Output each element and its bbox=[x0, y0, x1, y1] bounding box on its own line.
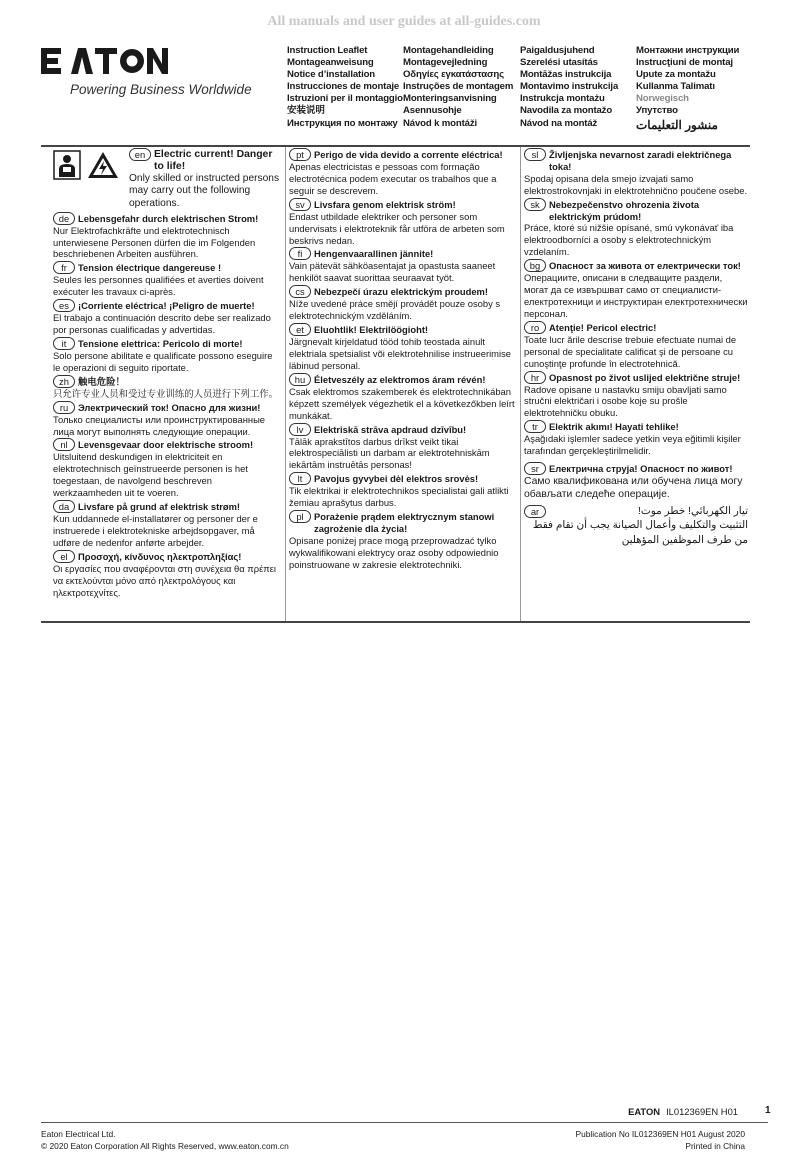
warning-fr bbox=[53, 262, 281, 298]
warning-text: Οι εργασίες που αναφέρονται στη συνέχεια θα πρέπει να εκτελούνται μόνο από ηλεκτρολόγους και ηλεκτροτεχνίτες. bbox=[53, 562, 276, 598]
eaton-logo-block bbox=[41, 44, 252, 97]
language-code: en bbox=[129, 148, 151, 161]
language-code: et bbox=[289, 323, 311, 336]
warning-title: Pavojus gyvybei dėl elektros srovės! bbox=[314, 473, 479, 485]
warning-text: Apenas electricistas e pessoas com formação electrotécnica podem executar os trabalhos que a seguir se descrevem. bbox=[289, 161, 497, 196]
warning-sl bbox=[524, 149, 748, 197]
warning-title: Электрический ток! Опасно для жизни! bbox=[78, 401, 261, 413]
title-item: Návod na montáž bbox=[520, 117, 598, 129]
language-code: es bbox=[53, 299, 75, 312]
title-item: Asennusohje bbox=[403, 105, 462, 117]
company-name: Eaton Electrical Ltd. bbox=[41, 1129, 116, 1139]
warning-title: Nebezpečenstvo ohrozenia života elektrickým prúdom! bbox=[549, 198, 700, 222]
eaton-logo bbox=[41, 44, 169, 78]
title-item: Instruction Leaflet bbox=[287, 45, 368, 56]
warning-text: Radove opisane u nastavku smiju obavljati samo stručni električari i osobe koje su prošle elektrotehničku obuku. bbox=[524, 383, 727, 419]
title-item: 安装说明 bbox=[287, 105, 325, 117]
warning-sv bbox=[289, 199, 515, 247]
warning-en bbox=[53, 149, 281, 211]
title-item: Instrucciones de montaje bbox=[287, 81, 400, 93]
language-code: fi bbox=[289, 247, 311, 260]
warning-text: Операциите, описани в следващите раздели, могат да се извършват само от специалисти-електротехници и инструктиран електротехнически персонал. bbox=[524, 272, 748, 319]
title-item: Kullanma Talimatı bbox=[636, 81, 715, 93]
language-code: zh bbox=[53, 375, 75, 388]
warning-text: Seules les personnes qualifiées et averties doivent exécuter les travaux ci-après. bbox=[53, 274, 264, 298]
warning-text: Tik elektrikai ir elektrotechnikos specialistai gali atlikti žemiau aprašytus darbus. bbox=[289, 485, 509, 509]
warning-text: Vain pätevät sähköasentajat ja opastusta saaneet henkilöt saavat suorittaa seuraavat työt. bbox=[289, 260, 496, 284]
electric-hazard-icon bbox=[87, 150, 119, 180]
column-divider bbox=[520, 147, 521, 621]
warning-title: Elektriskā strāva apdraud dzīvību! bbox=[314, 423, 467, 435]
footer-brand: EATON bbox=[628, 1106, 661, 1117]
warning-zh bbox=[53, 376, 281, 400]
language-code: sl bbox=[524, 148, 546, 161]
title-item: Упутство bbox=[636, 105, 678, 117]
title-item: Szerelési utasítás bbox=[520, 57, 598, 69]
warning-ro bbox=[524, 322, 748, 370]
warning-text: Nur Elektrofachkräfte und elektrotechnisch unterwiesene Personen dürfen die im Folgenden beschriebenen Arbeiten ausführen. bbox=[53, 224, 256, 260]
titles-column-2 bbox=[403, 45, 513, 130]
title-item: Notice d’installation bbox=[287, 69, 376, 81]
warning-text: Only skilled or instructed persons may carry out the following operations. bbox=[129, 172, 280, 209]
warning-ar bbox=[524, 506, 748, 548]
footer-rule bbox=[41, 1122, 768, 1123]
title-item: Инструкция по монтажу bbox=[287, 117, 398, 129]
warning-title: Eluohtlik! Elektrilöögioht! bbox=[314, 324, 429, 336]
warning-hu bbox=[289, 374, 515, 422]
title-item: Paigaldusjuhend bbox=[520, 45, 595, 56]
footer-left bbox=[41, 1128, 289, 1152]
language-code: da bbox=[53, 500, 75, 513]
footer-right bbox=[576, 1128, 745, 1152]
warning-text: El trabajo a continuación descrito debe ser realizado por personas cualificadas y advertidas. bbox=[53, 312, 271, 336]
title-item: Navodila za montažo bbox=[520, 105, 613, 117]
warning-title: 触电危险！ bbox=[78, 375, 125, 387]
title-item: Montāžas instrukcija bbox=[520, 69, 612, 81]
title-item: Návod k montáži bbox=[403, 117, 477, 129]
warning-da bbox=[53, 501, 281, 549]
brand-tagline: Powering Business Worldwide bbox=[70, 82, 252, 97]
titles-column-4 bbox=[636, 45, 739, 131]
warning-icons bbox=[53, 150, 127, 180]
language-code: tr bbox=[524, 420, 546, 433]
warning-title: Elektrik akımı! Hayati tehlike! bbox=[549, 421, 679, 433]
warning-title: Opasnost po život uslijed električne struje! bbox=[549, 371, 741, 383]
language-code: hu bbox=[289, 373, 311, 386]
warning-title: Livsfara genom elektrisk ström! bbox=[314, 198, 456, 210]
warnings-column-2 bbox=[289, 149, 515, 573]
warning-title: Tension électrique dangereuse ! bbox=[78, 262, 222, 274]
warning-it bbox=[53, 338, 281, 374]
warning-text: 只允许专业人员和受过专业训练的人员进行下列工作。 bbox=[53, 387, 279, 399]
warning-text: Tālāk aprakstītos darbus drīkst veikt tikai elektrospeciālisti un darbam ar elektrotehniskām iekārtām instruētās personas! bbox=[289, 435, 490, 471]
warning-title: Porażenie prądem elektrycznym stanowi zagrożenie dla życia! bbox=[314, 511, 495, 534]
document-id bbox=[628, 1106, 738, 1117]
warning-tr bbox=[524, 421, 748, 457]
language-code: el bbox=[53, 550, 75, 563]
warning-pt bbox=[289, 149, 515, 197]
warning-lt bbox=[289, 473, 515, 509]
warning-text: التثبيت والتكليف وأعمال الصيانة يجب أن تقام فقط من طرف الموظفين المؤهلين bbox=[532, 519, 748, 546]
language-code: de bbox=[53, 212, 75, 225]
title-item: Instrucţiuni de montaj bbox=[636, 57, 733, 69]
warning-title: Nebezpečí úrazu elektrickým proudem! bbox=[314, 286, 489, 298]
watermark-text: All manuals and user guides at all-guides.com bbox=[267, 14, 541, 29]
language-code: lv bbox=[289, 423, 311, 436]
language-code: sk bbox=[524, 198, 546, 211]
title-item: Upute za montažu bbox=[636, 69, 716, 81]
warning-nl bbox=[53, 439, 281, 499]
publication-number: Publication No IL012369EN H01 August 2020 bbox=[575, 1129, 745, 1139]
warning-title: Lebensgefahr durch elektrischen Strom! bbox=[78, 212, 259, 224]
warning-title: Опасност за живота от електрически ток! bbox=[549, 260, 741, 272]
warning-de bbox=[53, 213, 281, 261]
warning-title: Electric current! Danger to life! bbox=[154, 149, 273, 172]
title-item: Montagehandleiding bbox=[403, 45, 494, 56]
warning-text: Solo persone abilitate e qualificate possono eseguire le operazioni di seguito riportate. bbox=[53, 349, 273, 373]
warning-title: Προσοχή, κίνδυνος ηλεκτροπληξίας! bbox=[78, 550, 242, 562]
language-code: sv bbox=[289, 198, 311, 211]
title-item: Istruzioni per il montaggio bbox=[287, 93, 403, 105]
warning-text: Csak elektromos szakemberek és elektrotechnikában képzett személyek végezhetik el a következőkben leírt munkákat. bbox=[289, 385, 515, 421]
warning-cs bbox=[289, 286, 515, 322]
warning-hr bbox=[524, 372, 748, 420]
warning-title: Електрична струја! Опасност по живот! bbox=[549, 463, 733, 475]
footer-doc-id: IL012369EN H01 bbox=[666, 1106, 738, 1117]
language-code: bg bbox=[524, 259, 546, 272]
language-code: ru bbox=[53, 401, 75, 414]
title-item: Monteringsanvisning bbox=[403, 93, 497, 105]
warning-text: Endast utbildade elektriker och personer som undervisats i elektroteknik får utföra de arbeten som beskrivs nedan. bbox=[289, 210, 505, 246]
title-item: Montagevejledning bbox=[403, 57, 488, 69]
warning-el bbox=[53, 551, 281, 599]
warning-sr bbox=[524, 463, 748, 502]
warning-title: Življenjska nevarnost zaradi električnega toka! bbox=[549, 149, 732, 172]
warning-et bbox=[289, 324, 515, 372]
language-code: ar bbox=[524, 505, 546, 518]
warning-title: Tensione elettrica: Pericolo di morte! bbox=[78, 337, 243, 349]
warning-text: Spodaj opisana dela smejo izvajati samo elektrostrokovnjaki in elektrotehnično poučene osebe. bbox=[524, 172, 748, 196]
language-code: fr bbox=[53, 261, 75, 274]
qualified-person-icon bbox=[53, 150, 81, 180]
warning-text: Само квалификована или обучена лица могу обављати следеће операције. bbox=[524, 476, 743, 501]
title-item: Монтажни инструкции bbox=[636, 45, 740, 56]
warning-text: Opisane poniżej prace mogą przeprowadzać tylko wykwalifikowani elektrycy oraz osoby odpowiednio poinstruowane w zakresie elektrotechniki. bbox=[289, 534, 499, 570]
copyright-text: © 2020 Eaton Corporation All Rights Reserved, www.eaton.com.cn bbox=[41, 1141, 289, 1151]
titles-column-1 bbox=[287, 45, 403, 130]
title-item: Montavimo instrukcija bbox=[520, 81, 619, 93]
title-item: Instruções de montagem bbox=[403, 81, 514, 93]
warning-text: Järgnevalt kirjeldatud tööd tohib teostada ainult elektriala spetsialist või elektrotehnilise instrueerimise läbinud personal. bbox=[289, 336, 511, 371]
warning-text: Kun uddannede el-installatører og personer der e instruerede i elektrotekniske arbejdsopgaver, må udføre de nedenfor anførte arbejder. bbox=[53, 513, 258, 548]
page-number: 1 bbox=[765, 1105, 771, 1116]
title-item: Montageanweisung bbox=[287, 57, 374, 69]
warning-text: Только специалисты или проинструктированные лица могут выполнять следующие операции. bbox=[53, 413, 266, 437]
warning-text: Níže uvedené práce smějí provádět pouze osoby s elektrotechnickým vzděláním. bbox=[289, 298, 501, 322]
warning-title: ¡Corriente eléctrica! ¡Peligro de muerte! bbox=[78, 300, 255, 312]
warnings-column-1 bbox=[53, 149, 281, 601]
warning-title: Hengenvaarallinen jännite! bbox=[314, 248, 434, 260]
panel-bottom-rule bbox=[41, 621, 750, 623]
warning-title: تيار الكهربائي! خطر موت! bbox=[638, 505, 748, 517]
warning-title: Livsfare på grund af elektrisk strøm! bbox=[78, 501, 241, 513]
titles-column-3 bbox=[520, 45, 618, 130]
column-divider bbox=[285, 147, 286, 621]
warning-es bbox=[53, 300, 281, 336]
language-code: nl bbox=[53, 438, 75, 451]
warning-ru bbox=[53, 402, 281, 438]
language-code: sr bbox=[524, 462, 546, 475]
title-item: Norwegisch bbox=[636, 93, 689, 105]
warning-sk bbox=[524, 199, 748, 259]
language-code: pl bbox=[289, 510, 311, 523]
warning-title: Levensgevaar door elektrische stroom! bbox=[78, 439, 254, 451]
warning-lv bbox=[289, 424, 515, 472]
language-code: cs bbox=[289, 285, 311, 298]
warning-text: Uitsluitend deskundigen in elektriciteit en elektrotechnisch geïnstrueerde personen is het toegestaan, de navolgend beschreven werkzaamheden uit te voeren. bbox=[53, 451, 248, 499]
language-code: it bbox=[53, 337, 75, 350]
warning-text: Toate lucr ările descrise trebuie efectuate numai de personal de specialitate calificat şi de persoane cu cunoştinţe profunde în electrotehnică. bbox=[524, 333, 737, 369]
language-code: hr bbox=[524, 371, 546, 384]
warning-text: Práce, ktoré sú nižšie opísané, smú vykonávať iba elektroodborníci a osoby s elektrotechnickým vzdelaním. bbox=[524, 222, 734, 258]
warning-text: Aşağıdaki işlemler sadece yetkin veya eğitimli kişiler tarafından gerçekleştirilmelidir. bbox=[524, 433, 741, 457]
warning-bg bbox=[524, 260, 748, 320]
title-item: منشور التعليمات bbox=[636, 117, 718, 132]
warning-fi bbox=[289, 248, 515, 284]
warning-title: Életveszély az elektromos áram révén! bbox=[314, 373, 486, 385]
warnings-column-3 bbox=[524, 149, 748, 550]
warning-title: Atenţie! Pericol electric! bbox=[549, 321, 657, 333]
warning-pl bbox=[289, 511, 515, 571]
language-code: ro bbox=[524, 321, 546, 334]
language-code: lt bbox=[289, 472, 311, 485]
panel-top-rule bbox=[41, 145, 750, 147]
warning-title: Perigo de vida devido a corrente eléctrica! bbox=[314, 149, 503, 160]
title-item: Οδηγίες εγκατάστασης bbox=[403, 69, 504, 81]
printed-in: Printed in China bbox=[685, 1141, 745, 1151]
language-code: pt bbox=[289, 148, 311, 161]
title-item: Instrukcja montażu bbox=[520, 93, 605, 105]
